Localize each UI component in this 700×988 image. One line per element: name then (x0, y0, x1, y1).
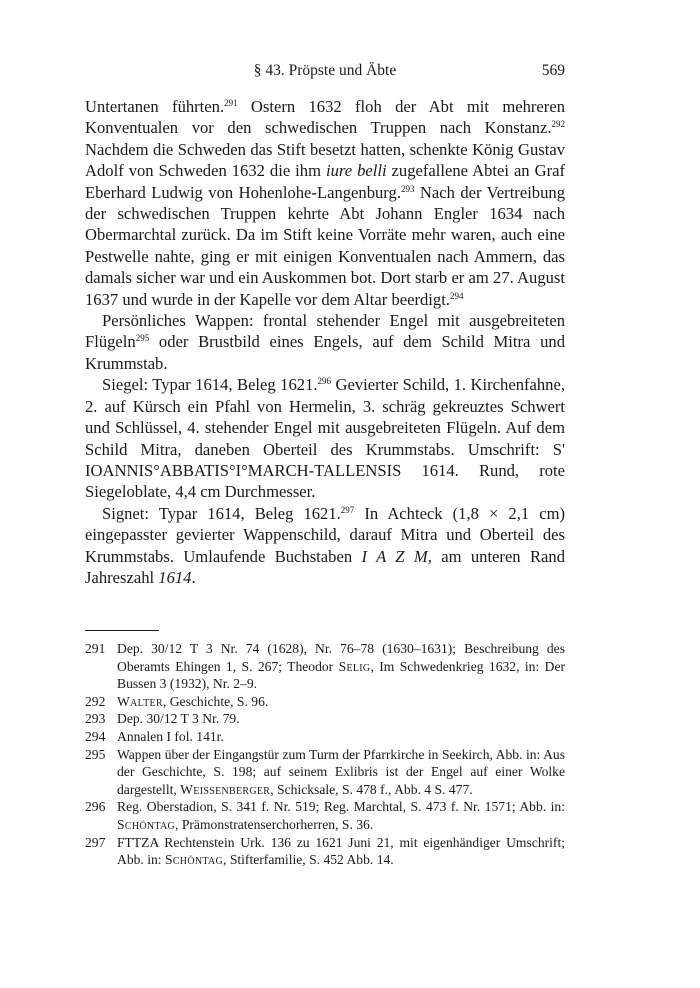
footnote (85, 728, 565, 746)
footnotes (85, 640, 565, 869)
footnote-text: Dep. 30/12 T 3 Nr. 79. (117, 711, 240, 727)
footnote-number: 296 (85, 799, 106, 815)
footnote (85, 640, 565, 693)
paragraph-signet: Signet: Typar 1614, Beleg 1621.$^{297}$ In Achteck (1,8 × 2,1 cm) eingepasster gevierter Wappenschild, darauf Mitra und Oberteil des Krummstabs. Umlaufende Buchstaben I A Z M, am unteren Rand Jahreszahl 1614. (85, 503, 565, 587)
footnote-ref[interactable]: 291 (224, 98, 238, 108)
footnote-number: 291 (85, 641, 106, 656)
paragraph-wappen: Persönliches Wappen: frontal stehender Engel mit ausgebreiteten Flügeln$^{295}$ oder Brustbild eines Engels, auf dem Schild Mitra und Krummstab. (85, 311, 565, 373)
footnote-text: Dep. 30/12 T 3 Nr. 74 (1628), Nr. 76–78 (1630–1631); Beschreibung des Oberamts Ehingen 1, S. 267; Theodor Selig, Im Schwedenkrieg 1632, in: Der Bussen 3 (1932), Nr. 2–9. (117, 641, 566, 692)
footnote-number: 297 (85, 834, 106, 850)
footnote-divider (85, 630, 159, 631)
footnote-ref[interactable]: 293 (400, 183, 415, 194)
footnote (85, 693, 565, 711)
footnote (85, 834, 565, 869)
footnote-ref[interactable]: 295 (135, 333, 150, 344)
main-text (85, 96, 565, 588)
footnote-text: Reg. Oberstadion, S. 341 f. Nr. 519; Reg. Marchtal, S. 473 f. Nr. 1571; Abb. in: Schöntag, Prämonstratenserchorherren, S. 36. (117, 799, 565, 832)
footnote-number: 292 (85, 693, 106, 709)
italic-year: 1614 (158, 567, 192, 587)
footnote-text: Wappen über der Eingangstür zum Turm der Pfarrkirche in Seekirch, Abb. in: Aus der Geschichte, S. 198; auf seinem Exlibris ist der Engel auf einer Wolke dargestellt, Weissenberger, Schicksale, S. 478 f., Abb. 4 S. 477. (117, 746, 565, 797)
italic-phrase: iure belli (325, 161, 387, 181)
footnote-ref[interactable]: 297 (340, 504, 355, 515)
footnote-text: FTTZA Rechtenstein Urk. 136 zu 1621 Juni 21, mit eigenhändiger Umschrift; Abb. in: Schöntag, Stifterfamilie, S. 452 Abb. 14. (117, 834, 565, 868)
paragraph-siegel: Siegel: Typar 1614, Beleg 1621.$^{296}$ Gevierter Schild, 1. Kirchenfahne, 2. auf Kürsch ein Pfahl von Hermelin, 3. schräg gekreuztes Schwert und Schlüssel, 4. stehender Engel mit ausgebreiteten Flügeln. Auf dem Schild Mitra, daneben Oberteil des Krummstabs. Umschrift: S' IOANNIS°ABBATIS°I°MARCH-TALLENSIS 1614. Rund, rote Siegeloblate, 4,4 cm Durchmesser. (85, 375, 565, 502)
footnote-number: 295 (85, 746, 106, 762)
footnote-ref[interactable]: 294 (449, 290, 464, 301)
footnote-ref[interactable]: 292 (551, 119, 565, 130)
footnote (85, 710, 565, 728)
footnote-ref[interactable]: 296 (317, 376, 332, 387)
footnote-number: 294 (85, 728, 106, 744)
page-number: 569 (541, 62, 565, 79)
running-head (85, 62, 565, 84)
running-title: § 43. Pröpste und Äbte (253, 62, 397, 79)
footnote-text: Walter, Geschichte, S. 96. (117, 693, 269, 709)
footnote (85, 798, 565, 833)
paragraph: Untertanen führten.$^{291}$ Ostern 1632 floh der Abt mit mehreren Konventualen vor den schwedischen Truppen nach Konstanz.$^{292}$ Nachdem die Schweden das Stift besetzt hatten, schenkte König Gustav Adolf von Schweden 1632 die ihm iure belli zugefallene Abtei an Graf Eberhard Ludwig von Hohenlohe-Langenburg.$^{293}$ Nach der Vertreibung der schwedischen Truppen kehrte Abt Johann Engler 1634 nach Obermarchtal zurück. Da im Stift keine Vorräte mehr waren, auch eine Pestwelle nahte, ging er mit einigen Konventualen nach Ammern, das damals sicher war und ein Auskommen bot. Dort starb er am 27. August 1637 und wurde in der Kapelle vor dem Altar beerdigt.$^{294}$ (85, 97, 565, 309)
italic-letters: I A Z M (361, 546, 428, 566)
footnote-text: Annalen I fol. 141r. (117, 728, 224, 744)
footnote-number: 293 (85, 711, 106, 727)
footnote (85, 746, 565, 799)
